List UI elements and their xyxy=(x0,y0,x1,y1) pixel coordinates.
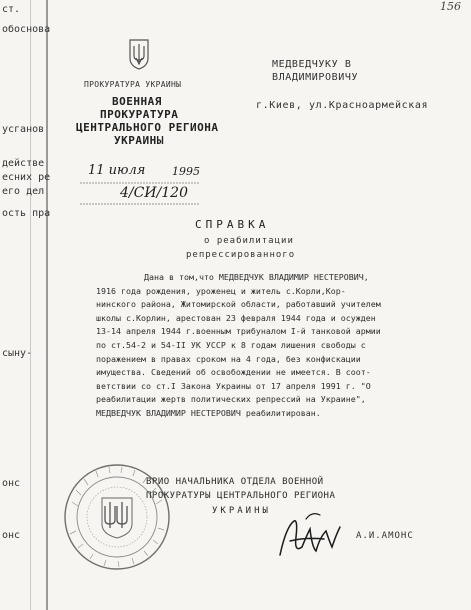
signatory-title-line-1: ВРИО НАЧАЛЬНИКА ОТДЕЛА ВОЕННОЙ xyxy=(146,477,324,487)
body-line: имущества. Сведений об освобождении не имеется. В соот- xyxy=(96,367,371,378)
body-line: школы с.Корлин, арестован 23 февраля 1944 года и осужден xyxy=(96,312,376,323)
strip-fragment: ость пра xyxy=(2,208,51,219)
handwritten-registration-number: 4/СИ/120 xyxy=(120,185,188,201)
body-line: ветствии со ст.I Закона Украины от 17 апреля 1991 г. "О xyxy=(96,380,371,391)
underlying-sheet-edge xyxy=(0,0,60,610)
document-title: СПРАВКА xyxy=(195,218,270,231)
body-line: по ст.54-2 и 54-II УК УССР к 8 годам лишения свободы с xyxy=(96,339,366,350)
strip-fragment: обоснова xyxy=(2,24,51,35)
archive-page-number: 156 xyxy=(440,0,461,13)
body-line: реабилитации жертв политических репрессий на Украине", xyxy=(96,394,366,405)
body-line: 13-14 апреля 1944 г.военным трибуналом I-й танковой армии xyxy=(96,326,381,337)
body-line: нинского района, Житомирской области, работавший учителем xyxy=(96,299,381,310)
recipient-address: г.Киев, ул.Красноармейская xyxy=(256,100,429,111)
body-line: Дана в том,что МЕДВЕДЧУК ВЛАДИМИР НЕСТЕРОВИЧ, xyxy=(144,272,369,282)
signer-name: А.И.АМОНС xyxy=(356,531,414,541)
handwritten-date: 11 июля xyxy=(88,163,146,178)
document-subtitle-2: репрессированного xyxy=(186,250,296,260)
header-line-3: ПРОКУРАТУРА xyxy=(100,108,179,121)
handwritten-year: 1995 xyxy=(172,165,200,178)
header-line-5: УКРАИНЫ xyxy=(114,134,164,147)
strip-fragment: его дел xyxy=(2,186,45,197)
recipient-line-2: ВЛАДИМИРОВИЧУ xyxy=(272,72,359,83)
body-line: поражением в правах сроком на 4 года, без конфискации xyxy=(96,353,361,364)
signatory-title-line-2: ПРОКУРАТУРЫ ЦЕНТРАЛЬНОГО РЕГИОНА xyxy=(146,491,336,501)
strip-fragment: онс xyxy=(2,530,21,541)
header-line-4: ЦЕНТРАЛЬНОГО РЕГИОНА xyxy=(76,121,219,134)
strip-fragment: есних ре xyxy=(2,172,51,183)
strip-fragment: сыну- xyxy=(2,348,33,359)
document-subtitle-1: о реабилитации xyxy=(204,236,294,246)
header-line-1: ПРОКУРАТУРА УКРАИНЫ xyxy=(84,80,182,89)
strip-fragment: усганов xyxy=(2,124,45,135)
recipient-line-1: МЕДВЕДЧУКУ В xyxy=(272,59,352,70)
strip-fragment: онс xyxy=(2,478,21,489)
trident-emblem-icon xyxy=(128,38,150,70)
header-line-2: ВОЕННАЯ xyxy=(112,95,162,108)
handwritten-signature xyxy=(276,507,346,567)
body-line: 1916 года рождения, уроженец и житель с.Корли,Кор- xyxy=(96,285,346,296)
certificate-body xyxy=(96,271,446,421)
body-line: МЕДВЕДЧУК ВЛАДИМИР НЕСТЕРОВИЧ реабилитирован. xyxy=(96,407,321,418)
strip-fragment: действе xyxy=(2,158,45,169)
strip-fragment: ст. xyxy=(2,4,21,15)
signatory-title-line-3: УКРАИНЫ xyxy=(212,506,271,516)
